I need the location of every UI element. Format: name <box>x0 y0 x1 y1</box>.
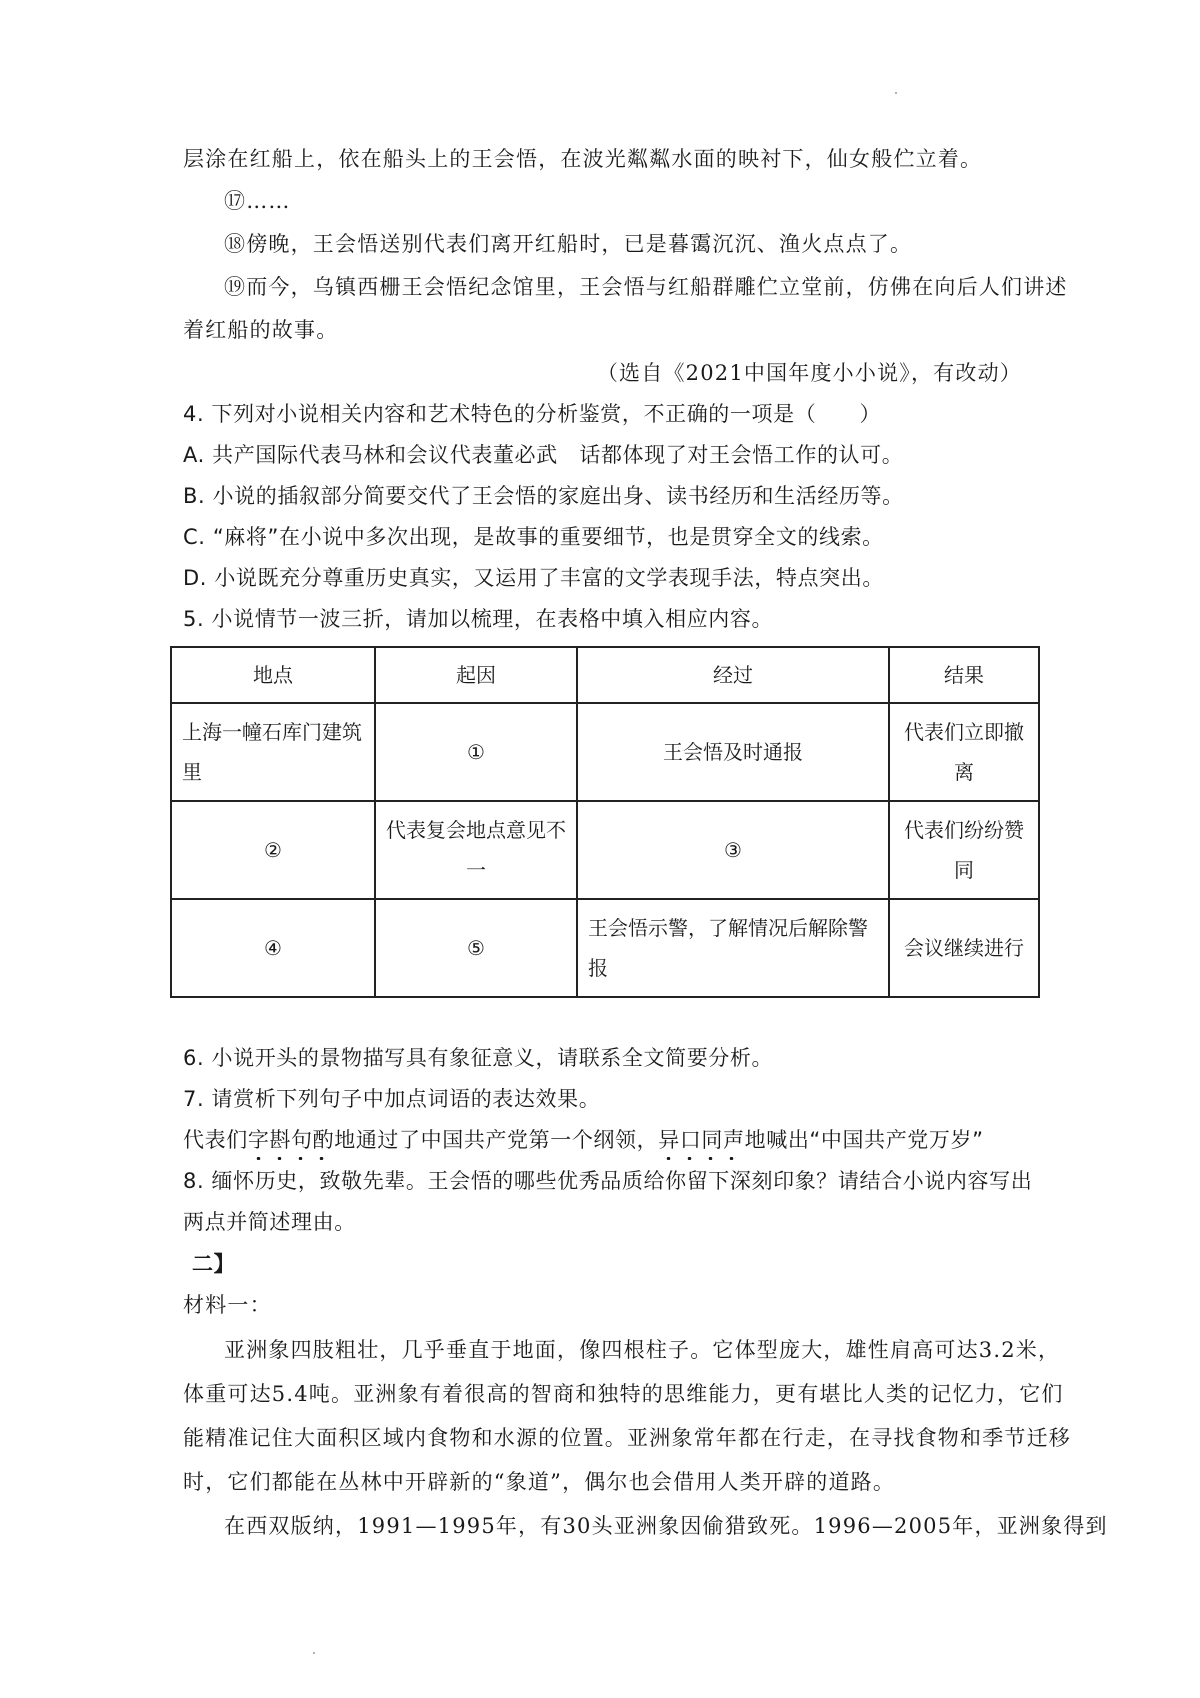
question-4-option-c: C. “麻将”在小说中多次出现，是故事的重要细节，也是贯穿全文的线索。 <box>183 525 884 549</box>
material-line: 体重可达5.4吨。亚洲象有着很高的智商和独特的思维能力，更有堪比人类的记忆力，它们 <box>183 1382 1064 1406</box>
section-heading: 二】 <box>192 1252 236 1276</box>
question-7-sentence <box>183 1125 984 1155</box>
table-cell: ① <box>375 703 577 801</box>
passage-line: 层涂在红船上，依在船头上的王会悟，在波光粼粼水面的映衬下，仙女般伫立着。 <box>183 147 983 171</box>
sentence-part: 地通过了中国共产党第一个纲领， <box>334 1128 659 1152</box>
question-6: 6. 小说开头的景物描写具有象征意义，请联系全文简要分析。 <box>183 1046 774 1070</box>
passage-paragraph-18: ⑱傍晚，王会悟送别代表们离开红船时，已是暮霭沉沉、渔火点点了。 <box>224 232 913 256</box>
sentence-part: 地喊出“中国共产党万岁” <box>744 1128 984 1152</box>
scan-speck <box>895 92 897 94</box>
table-row <box>171 899 1039 997</box>
passage-paragraph-17: ⑰…… <box>224 189 291 213</box>
table-row <box>171 801 1039 899</box>
plot-table <box>170 646 1040 998</box>
material-line: 在西双版纳，1991—1995年，有30头亚洲象因偷猎致死。1996—2005年，亚洲象得到 <box>224 1514 1108 1538</box>
scan-speck <box>313 1652 315 1654</box>
question-4-option-b: B. 小说的插叙部分简要交代了王会悟的家庭出身、读书经历和生活经历等。 <box>183 484 904 508</box>
question-4-option-d: D. 小说既充分尊重历史真实，又运用了丰富的文学表现手法，特点突出。 <box>183 566 884 590</box>
emphasis-dots <box>248 1157 334 1160</box>
table-header-cell: 结果 <box>889 647 1039 703</box>
table-header-cell: 经过 <box>577 647 889 703</box>
dotted-text: 异口同声 <box>658 1128 745 1152</box>
question-7: 7. 请赏析下列句子中加点词语的表达效果。 <box>183 1087 601 1111</box>
passage-paragraph-19-cont: 着红船的故事。 <box>183 318 339 342</box>
material-line: 亚洲象四肢粗壮，几乎垂直于地面，像四根柱子。它体型庞大，雄性肩高可达3.2米， <box>224 1338 1061 1362</box>
question-5-stem: 5. 小说情节一波三折，请加以梳理，在表格中填入相应内容。 <box>183 607 774 631</box>
passage-source: （选自《2021中国年度小小说》，有改动） <box>596 361 1022 385</box>
table-cell: 代表复会地点意见不一 <box>375 801 577 899</box>
material-line: 时，它们都能在丛林中开辟新的“象道”，偶尔也会借用人类开辟的道路。 <box>183 1470 896 1494</box>
table-cell: 王会悟示警，了解情况后解除警报 <box>577 899 889 997</box>
material-line: 能精准记住大面积区域内食物和水源的位置。亚洲象常年都在行走，在寻找食物和季节迁移 <box>183 1426 1071 1450</box>
table-cell: ⑤ <box>375 899 577 997</box>
table-cell: 王会悟及时通报 <box>577 703 889 801</box>
passage-paragraph-19: ⑲而今，乌镇西栅王会悟纪念馆里，王会悟与红船群雕伫立堂前，仿佛在向后人们讲述 <box>224 275 1068 299</box>
dotted-phrase-2 <box>658 1128 744 1152</box>
dotted-phrase-1 <box>248 1128 334 1152</box>
table-cell: 代表们立即撤离 <box>889 703 1039 801</box>
question-4-stem: 4. 下列对小说相关内容和艺术特色的分析鉴赏，不正确的一项是（ ） <box>183 402 882 426</box>
table-cell: ④ <box>171 899 375 997</box>
table-header-cell: 地点 <box>171 647 375 703</box>
table-cell: 会议继续进行 <box>889 899 1039 997</box>
table-header-cell: 起因 <box>375 647 577 703</box>
question-8: 8. 缅怀历史，致敬先辈。王会悟的哪些优秀品质给你留下深刻印象？请结合小说内容写出 <box>183 1169 1033 1193</box>
emphasis-dots <box>658 1157 744 1160</box>
table-cell: 代表们纷纷赞同 <box>889 801 1039 899</box>
material-label: 材料一： <box>183 1293 272 1317</box>
question-8-cont: 两点并简述理由。 <box>183 1210 356 1234</box>
table-row <box>171 703 1039 801</box>
table-cell: ③ <box>577 801 889 899</box>
dotted-text: 字斟句酌 <box>247 1128 335 1152</box>
sentence-part: 代表们 <box>183 1128 248 1152</box>
question-4-option-a: A. 共产国际代表马林和会议代表董必武 话都体现了对王会悟工作的认可。 <box>183 443 904 467</box>
table-cell: ② <box>171 801 375 899</box>
table-header-row <box>171 647 1039 703</box>
table-cell: 上海一幢石库门建筑里 <box>171 703 375 801</box>
